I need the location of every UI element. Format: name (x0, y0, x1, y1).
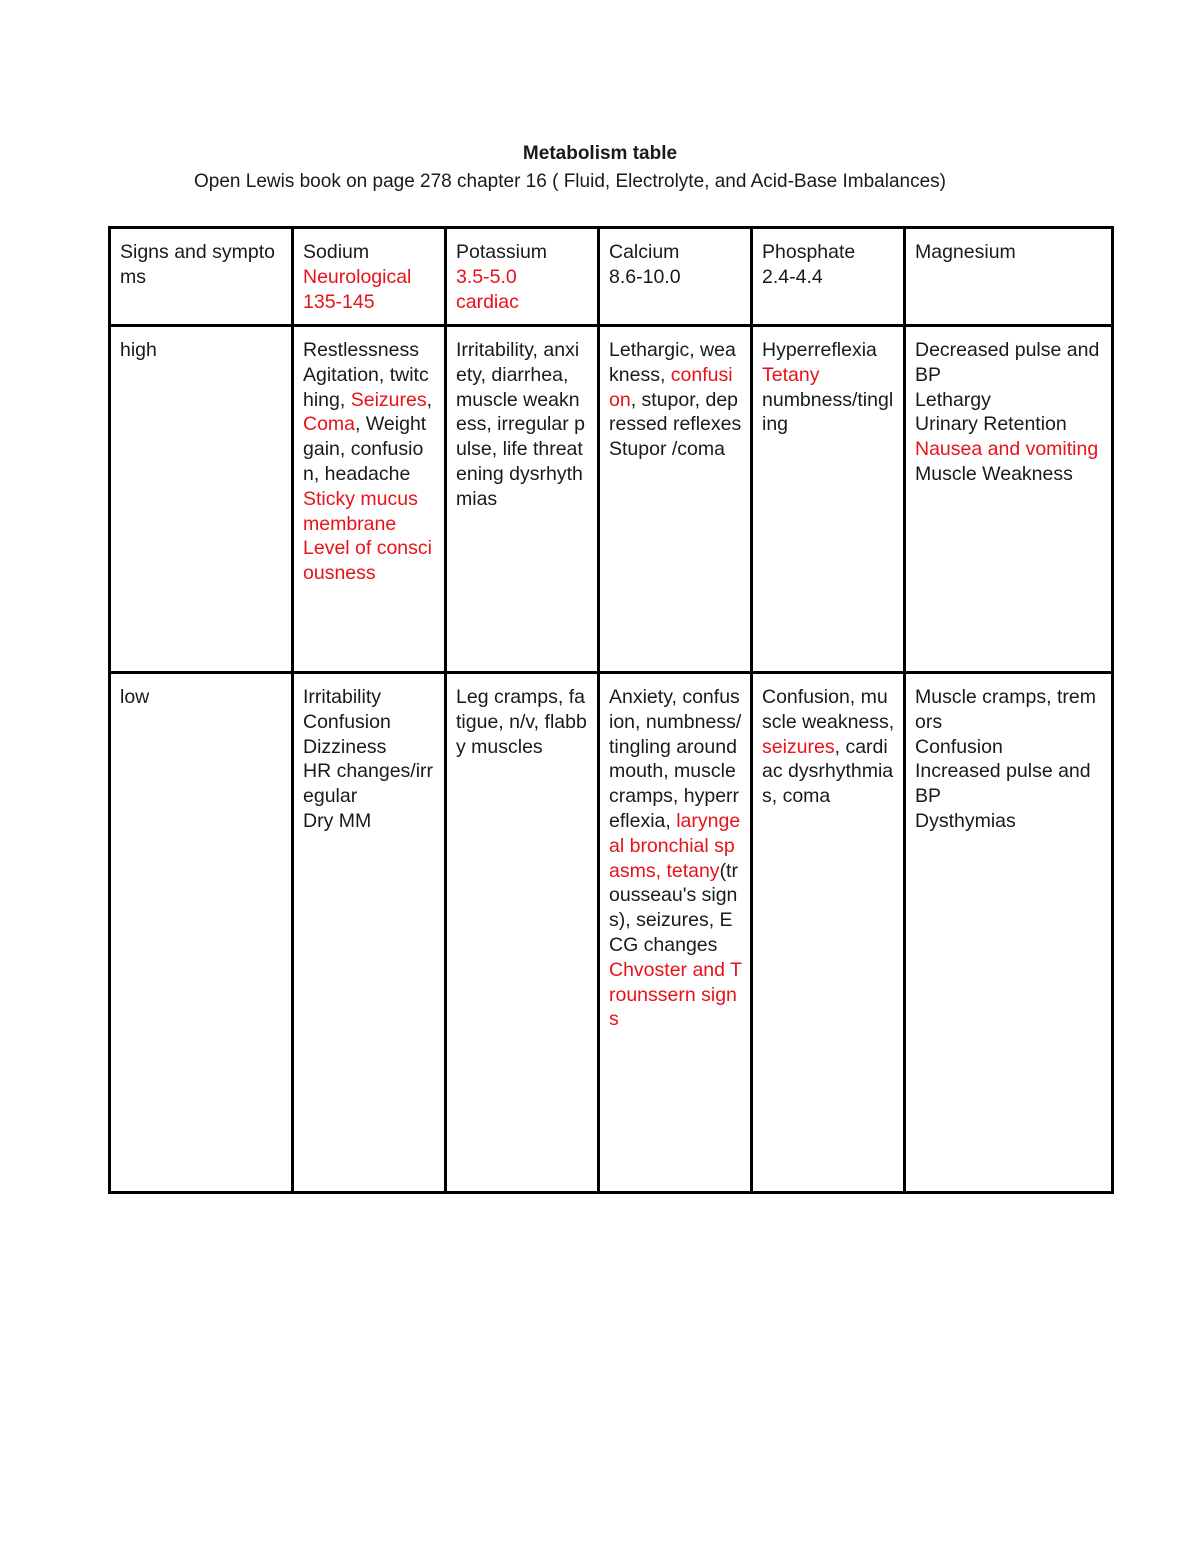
header-cell-sodium (293, 228, 446, 326)
high-sodium-comma-1: , (426, 388, 433, 411)
header-cell-potassium (446, 228, 599, 326)
high-calcium-text-1: Lethargic, weakness, (609, 339, 736, 386)
high-magnesium-nausea: Nausea and vomiting (915, 438, 1099, 461)
high-calcium-stupor-coma: Stupor /coma (609, 438, 725, 461)
table-row-low (110, 673, 1113, 1193)
page-subtitle: Open Lewis book on page 278 chapter 16 ( Fluid, Electrolyte, and Acid-Base Imbalances) (194, 171, 946, 192)
sodium-name: Sodium (303, 241, 370, 263)
low-magnesium-dysthymias: Dysthymias (915, 809, 1016, 832)
low-calcium-tetany: tetany (666, 859, 720, 882)
low-calcium-spasms: laryngeal bronchial spasms, (609, 809, 741, 882)
high-magnesium-lethargy: Lethargy (915, 388, 991, 411)
high-potassium-cell (446, 326, 599, 673)
high-sodium-consciousness: Level of consciousness (303, 537, 432, 585)
header-cell-magnesium (905, 228, 1113, 326)
low-calcium-cell (599, 673, 752, 1193)
low-phosphate-text-1: Confusion, muscle weakness, (762, 686, 895, 733)
low-phosphate-seizures: seizures (762, 735, 835, 758)
phosphate-range: 2.4-4.4 (762, 265, 823, 288)
low-magnesium-pulse: Increased pulse and BP (915, 760, 1091, 808)
low-sodium-cell (293, 673, 446, 1193)
sodium-system: Neurological (303, 265, 412, 288)
high-calcium-confusion: confusion (609, 363, 733, 411)
calcium-range: 8.6-10.0 (609, 265, 681, 288)
high-label-cell (110, 326, 293, 673)
low-label-cell (110, 673, 293, 1193)
potassium-system: cardiac (456, 290, 519, 313)
potassium-range: 3.5-5.0 (456, 265, 517, 288)
calcium-name: Calcium (609, 241, 680, 263)
magnesium-name: Magnesium (915, 241, 1016, 263)
table-row-high (110, 326, 1113, 673)
high-sodium-sticky-mucus: Sticky mucus membrane (303, 487, 418, 535)
metabolism-table (108, 226, 1114, 1194)
low-calcium-text-2: (trousseau's signs), seizures, ECG changes (609, 859, 738, 956)
header-cell-signs (110, 228, 293, 326)
phosphate-name: Phosphate (762, 241, 856, 263)
table-header-row (110, 228, 1113, 326)
high-magnesium-weakness: Muscle Weakness (915, 462, 1073, 485)
high-sodium-coma: Coma (303, 413, 356, 436)
high-sodium-text-1: Restlessness Agitation, twitching, (303, 339, 429, 411)
low-magnesium-confusion: Confusion (915, 735, 1003, 758)
low-phosphate-cell (752, 673, 905, 1193)
high-sodium-seizures: Seizures (350, 388, 427, 411)
low-potassium-text: Leg cramps, fatigue, n/v, flabby muscles (456, 686, 587, 758)
low-magnesium-cell (905, 673, 1113, 1193)
low-sodium-irritability: Irritability (303, 686, 382, 708)
low-potassium-cell (446, 673, 599, 1193)
low-sodium-dry-mm: Dry MM (303, 809, 372, 832)
low-sodium-hr: HR changes/irregular (303, 760, 434, 808)
low-magnesium-cramps: Muscle cramps, tremors (915, 686, 1096, 733)
high-calcium-text-2: , stupor, depressed reflexes (609, 388, 742, 436)
sodium-range: 135-145 (303, 290, 375, 313)
high-magnesium-pulse: Decreased pulse and BP (915, 339, 1100, 386)
low-sodium-dizziness: Dizziness (303, 735, 387, 758)
high-magnesium-cell (905, 326, 1113, 673)
high-sodium-comma-2: , (355, 413, 361, 436)
high-potassium-text: Irritability, anxiety, diarrhea, muscle weakness, irregular pulse, life threatening dysrhythmias (456, 339, 585, 510)
high-calcium-cell (599, 326, 752, 673)
high-sodium-cell (293, 326, 446, 673)
low-label: low (120, 686, 150, 708)
potassium-name: Potassium (456, 241, 548, 263)
high-phosphate-hyperreflexia: Hyperreflexia (762, 339, 877, 361)
high-phosphate-numbness: numbness/tingling (762, 388, 894, 436)
page-title: Metabolism table (522, 143, 678, 164)
low-calcium-chvoster: Chvoster and Trounssern signs (609, 958, 742, 1031)
header-row-label: Signs and symptoms (120, 241, 276, 288)
header-cell-phosphate (752, 228, 905, 326)
low-phosphate-text-2: , cardiac dysrhythmias, coma (762, 735, 894, 808)
low-sodium-confusion: Confusion (303, 710, 391, 733)
header-cell-calcium (599, 228, 752, 326)
high-phosphate-cell (752, 326, 905, 673)
high-sodium-text-2: Weight gain, confusion, headache (303, 413, 427, 485)
high-phosphate-tetany: Tetany (762, 363, 820, 386)
high-magnesium-urinary: Urinary Retention (915, 413, 1067, 436)
low-calcium-text-1: Anxiety, confusion, numbness/tingling around mouth, muscle cramps, hyperreflexia, (609, 686, 742, 832)
high-label: high (120, 339, 157, 361)
